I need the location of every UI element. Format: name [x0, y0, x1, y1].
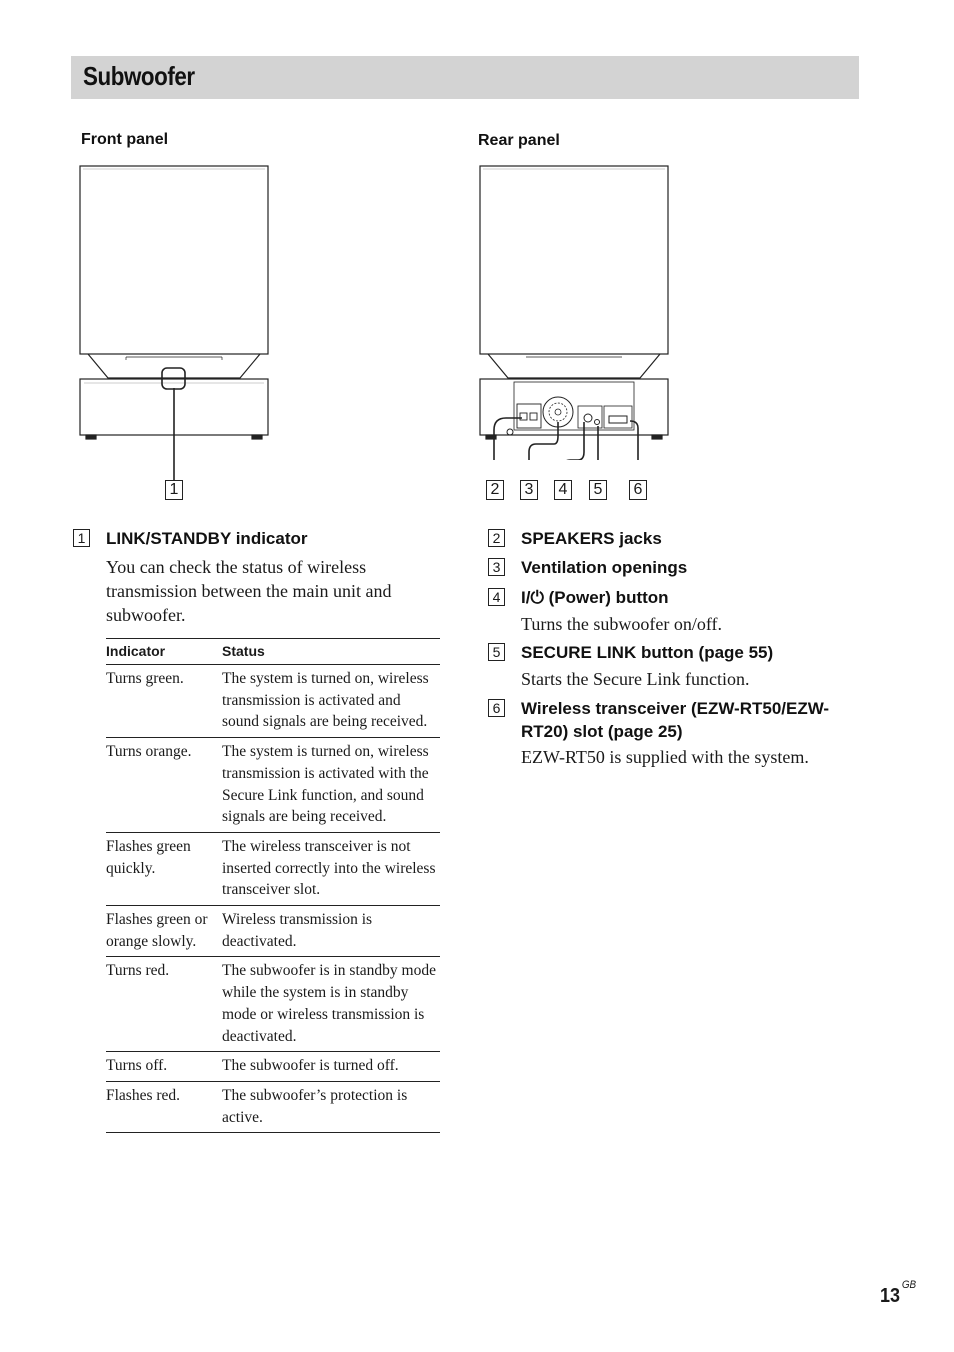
table-header: Indicator — [106, 639, 222, 665]
item-title: SPEAKERS jacks — [521, 529, 662, 548]
item-number: 5 — [488, 643, 505, 661]
table-cell-indicator: Flashes green quickly. — [106, 832, 222, 905]
item-title: I/⏻ (Power) button — [521, 588, 669, 607]
item-number: 6 — [488, 699, 505, 717]
table-row — [106, 738, 440, 833]
item-description: You can check the status of wireless transmission between the main unit and subwoofer. — [106, 557, 392, 625]
item-title: Ventilation openings — [521, 558, 688, 577]
callout-3: 3 — [520, 480, 538, 500]
table-cell-indicator: Turns red. — [106, 957, 222, 1052]
table-cell-indicator: Turns off. — [106, 1052, 222, 1082]
table-row — [106, 1052, 440, 1082]
callout-4: 4 — [554, 480, 572, 500]
item-description: EZW-RT50 is supplied with the system. — [521, 747, 809, 767]
callout-5: 5 — [589, 480, 607, 500]
item-title: Wireless transceiver (EZW-RT50/EZW-RT20) slot (page 25) — [521, 699, 830, 741]
callout-2: 2 — [486, 480, 504, 500]
item-number: 1 — [73, 529, 90, 547]
table-cell-indicator: Flashes red. — [106, 1081, 222, 1132]
table-row — [106, 832, 440, 905]
table-cell-indicator: Turns orange. — [106, 738, 222, 833]
table-cell-status: The subwoofer is in standby mode while the system is in standby mode or wireless transmission is deactivated. — [222, 957, 440, 1052]
front-panel-illustration — [70, 160, 290, 460]
page-number-value: 13 — [880, 1285, 901, 1307]
page-number — [880, 1279, 917, 1308]
status-table — [106, 638, 440, 1133]
table-cell-status: The subwoofer is turned off. — [222, 1052, 440, 1082]
front-panel-label: Front panel — [81, 131, 169, 148]
table-row — [106, 665, 440, 738]
callout-1: 1 — [165, 480, 183, 500]
rear-panel-illustration — [470, 160, 690, 460]
item-description: Turns the subwoofer on/off. — [521, 614, 722, 634]
table-cell-status: Wireless transmission is deactivated. — [222, 906, 440, 957]
page-number-suffix: GB — [901, 1279, 917, 1292]
table-row — [106, 1081, 440, 1132]
rear-panel-label: Rear panel — [478, 132, 560, 149]
table-row — [106, 906, 440, 957]
item-number: 3 — [488, 558, 505, 576]
item-description: Starts the Secure Link function. — [521, 669, 750, 689]
item-number: 2 — [488, 529, 505, 547]
table-cell-status: The subwoofer’s protection is active. — [222, 1081, 440, 1132]
front-callout-line — [170, 388, 180, 480]
section-title-bar — [71, 56, 859, 99]
table-cell-status: The wireless transceiver is not inserted correctly into the wireless transceiver slot. — [222, 832, 440, 905]
table-cell-status: The system is turned on, wireless transmission is activated with the Secure Link function, and sound signals are being received. — [222, 738, 440, 833]
table-cell-indicator: Turns green. — [106, 665, 222, 738]
section-title: Subwoofer — [83, 61, 195, 91]
item-title: LINK/STANDBY indicator — [106, 529, 308, 548]
table-header: Status — [222, 639, 440, 665]
table-row — [106, 957, 440, 1052]
item-title: SECURE LINK button (page 55) — [521, 643, 774, 662]
callout-6: 6 — [629, 480, 647, 500]
item-number: 4 — [488, 588, 505, 606]
table-cell-indicator: Flashes green or orange slowly. — [106, 906, 222, 957]
table-cell-status: The system is turned on, wireless transmission is activated and sound signals are being received. — [222, 665, 440, 738]
